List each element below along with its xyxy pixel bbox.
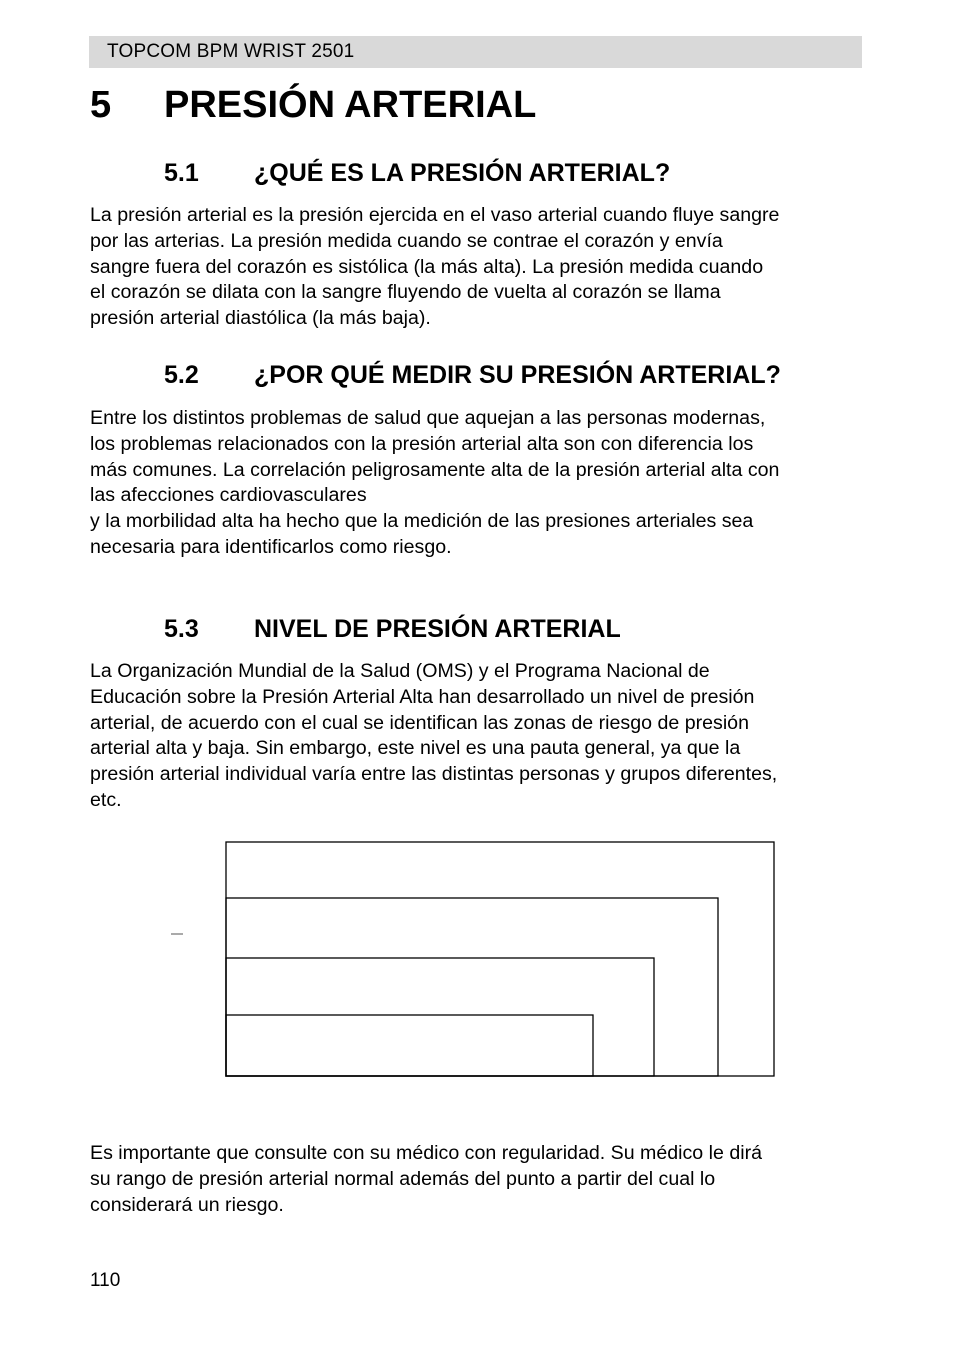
section-5-3-paragraph — [90, 659, 870, 814]
paragraph-line: más comunes. La correlación peligrosamente alta de la presión arterial alta con — [90, 458, 780, 481]
paragraph-line: La presión arterial es la presión ejercida en el vaso arterial cuando fluye sangre — [90, 204, 780, 226]
paragraph-line: las afecciones cardiovasculares — [90, 484, 367, 507]
running-header — [89, 36, 862, 68]
paragraph-line: arterial, de acuerdo con el cual se identifican las zonas de riesgo de presión — [90, 711, 749, 734]
pressure-zone-2 — [226, 898, 718, 1076]
running-header-title: TOPCOM BPM WRIST 2501 — [107, 41, 355, 62]
chapter-title-text: PRESIÓN ARTERIAL — [164, 84, 537, 126]
chapter-title — [90, 82, 536, 128]
chapter-number: 5 — [90, 84, 112, 126]
page-number: 110 — [90, 1270, 121, 1291]
paragraph-line: su rango de presión arterial normal además del punto a partir del cual lo — [90, 1167, 716, 1190]
section-number: 5.2 — [164, 361, 199, 389]
paragraph-line: Educación sobre la Presión Arterial Alta han desarrollado un nivel de presión — [90, 685, 755, 708]
paragraph-line: arterial alta y baja. Sin embargo, este nivel es una pauta general, ya que la — [90, 737, 741, 760]
paragraph-line: sangre fuera del corazón es sistólica (la más alta). La presión medida cuando — [90, 255, 764, 278]
pressure-zone-4 — [226, 1015, 593, 1076]
paragraph-line: por las arterias. La presión medida cuando se contrae el corazón y envía — [90, 229, 723, 252]
section-5-1-paragraph — [90, 203, 870, 332]
section-heading-5-2 — [164, 360, 781, 390]
paragraph-line: Entre los distintos problemas de salud que aquejan a las personas modernas, — [90, 407, 766, 429]
section-title: NIVEL DE PRESIÓN ARTERIAL — [254, 615, 621, 643]
paragraph-line: y la morbilidad alta ha hecho que la medición de las presiones arteriales sea — [90, 510, 754, 533]
paragraph-line: presión arterial diastólica (la más baja). — [90, 307, 431, 330]
paragraph-line: etc. — [90, 788, 122, 811]
closing-paragraph — [90, 1141, 870, 1218]
pressure-zone-group — [226, 842, 774, 1076]
section-5-2-paragraph — [90, 406, 870, 561]
paragraph-line: presión arterial individual varía entre las distintas personas y grupos diferentes, — [90, 763, 778, 786]
paragraph-line: el corazón se dilata con la sangre fluyendo de vuelta al corazón se llama — [90, 281, 721, 304]
section-title: ¿POR QUÉ MEDIR SU PRESIÓN ARTERIAL? — [254, 361, 781, 389]
paragraph-line: Es importante que consulte con su médico con regularidad. Su médico le dirá — [90, 1142, 763, 1164]
section-heading-5-1 — [164, 158, 670, 188]
section-heading-5-3 — [164, 614, 621, 644]
pressure-zone-1 — [226, 842, 774, 1076]
paragraph-line: los problemas relacionados con la presión arterial alta son con diferencia los — [90, 432, 754, 455]
section-title: ¿QUÉ ES LA PRESIÓN ARTERIAL? — [254, 159, 671, 187]
paragraph-line: necesaria para identificarlos como riesgo. — [90, 535, 452, 558]
paragraph-line: La Organización Mundial de la Salud (OMS) y el Programa Nacional de — [90, 660, 710, 682]
paragraph-line: considerará un riesgo. — [90, 1193, 284, 1216]
pressure-zone-3 — [226, 958, 654, 1076]
section-number: 5.1 — [164, 159, 199, 187]
section-number: 5.3 — [164, 615, 199, 643]
